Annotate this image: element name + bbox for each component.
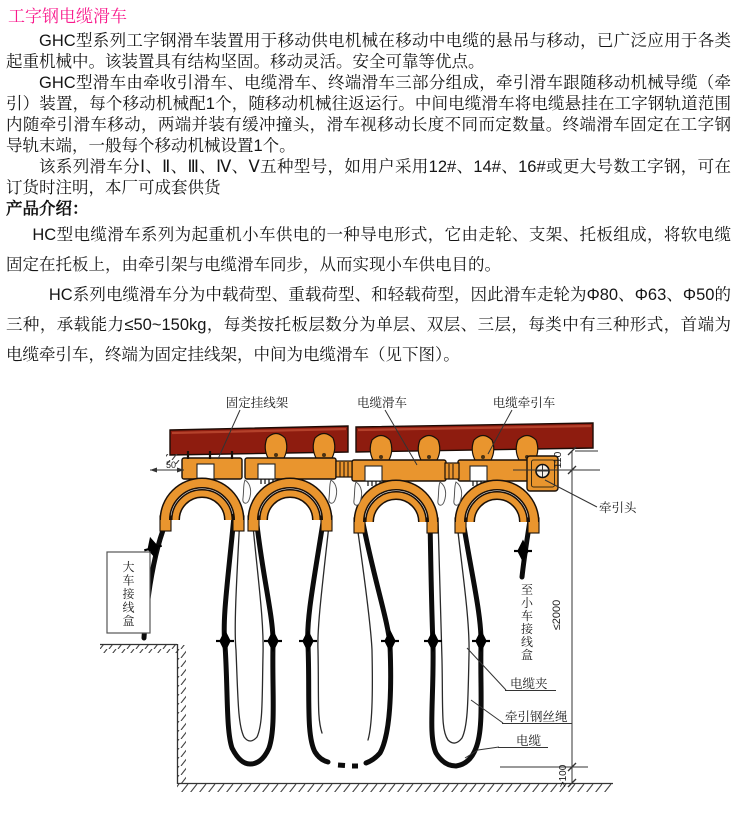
- dim-max-drop: ≤2000: [551, 599, 563, 631]
- fixed-rack-label: 固定挂线架: [225, 396, 289, 410]
- cable-clamp-label: 电缆夹: [510, 677, 548, 691]
- cable-trolley-label: 电缆滑车: [356, 396, 408, 410]
- cable-label: 电缆: [516, 734, 542, 748]
- link-bar: [336, 461, 352, 477]
- tow-head-label: 牵引头: [599, 501, 637, 515]
- page-title: 工字钢电缆滑车: [8, 7, 127, 26]
- paragraph-composition: GHC型滑车由牵收引滑车、电缆滑车、终端滑车三部分组成，牵引滑车跟随移动机械导缆（牵引）装置，每个移动机械配1个，随移动机械往返运行。中间电缆滑车将电缆悬挂在工字钢轨道范围内随牵引滑车移动，两端并装有缓冲撞头，滑车视移动长度不同而定数量。终端滑车固定在工字钢导轨末端，一般每个移动机械设置1个。: [6, 74, 731, 155]
- cart-junction-box-label: 大车接线盒: [122, 560, 135, 628]
- dim-end-offset: 50: [166, 460, 177, 470]
- trolley-system-drawing: [0, 388, 739, 809]
- to-trolley-junction-box-label: 至小车接线盒: [520, 583, 534, 662]
- product-diagram: [0, 388, 739, 809]
- cart-junction-box: [107, 552, 150, 633]
- link-bar: [445, 463, 459, 479]
- paragraph-hc-intro: HC型电缆滑车系列为起重机小车供电的一种导电形式，它由走轮、支架、托板组成，将软电缆固定在托板上，由牵引架与电缆滑车同步，从而实现小车供电目的。: [6, 226, 731, 274]
- paragraph-overview: GHC型系列工字钢滑车装置用于移动供电机械在移动中电缆的悬吊与移动，已广泛应用于各类起重机械中。该装置具有结构坚固。移动灵活。安全可靠等优点。: [6, 32, 731, 71]
- cable-tow-trolley-label: 电缆牵引车: [492, 396, 556, 410]
- dim-ground-clearance: >100: [558, 764, 569, 788]
- cable-saddles: [160, 483, 539, 533]
- dim-head-height: 110: [552, 451, 564, 469]
- document-body: [0, 0, 739, 370]
- tow-wire-rope-label: 牵引钢丝绳: [505, 710, 568, 724]
- paragraph-hc-types: HC系列电缆滑车分为中载荷型、重载荷型、和轻载荷型，因此滑车走轮为Φ80、Φ63、Φ50的三种，承载能力≤50~150kg，每类按托板层数分为单层、双层、三层，每类中有三种形式，首端为电缆牵引车，终端为固定挂线架，中间为电缆滑车（见下图）。: [6, 286, 731, 364]
- paragraph-models: 该系列滑车分Ⅰ、Ⅱ、Ⅲ、Ⅳ、Ⅴ五种型号，如用户采用12#、14#、16#或更大号数工字钢，可在订货时注明，本厂可成套供货: [6, 158, 731, 197]
- section-header: 产品介绍：: [6, 200, 89, 218]
